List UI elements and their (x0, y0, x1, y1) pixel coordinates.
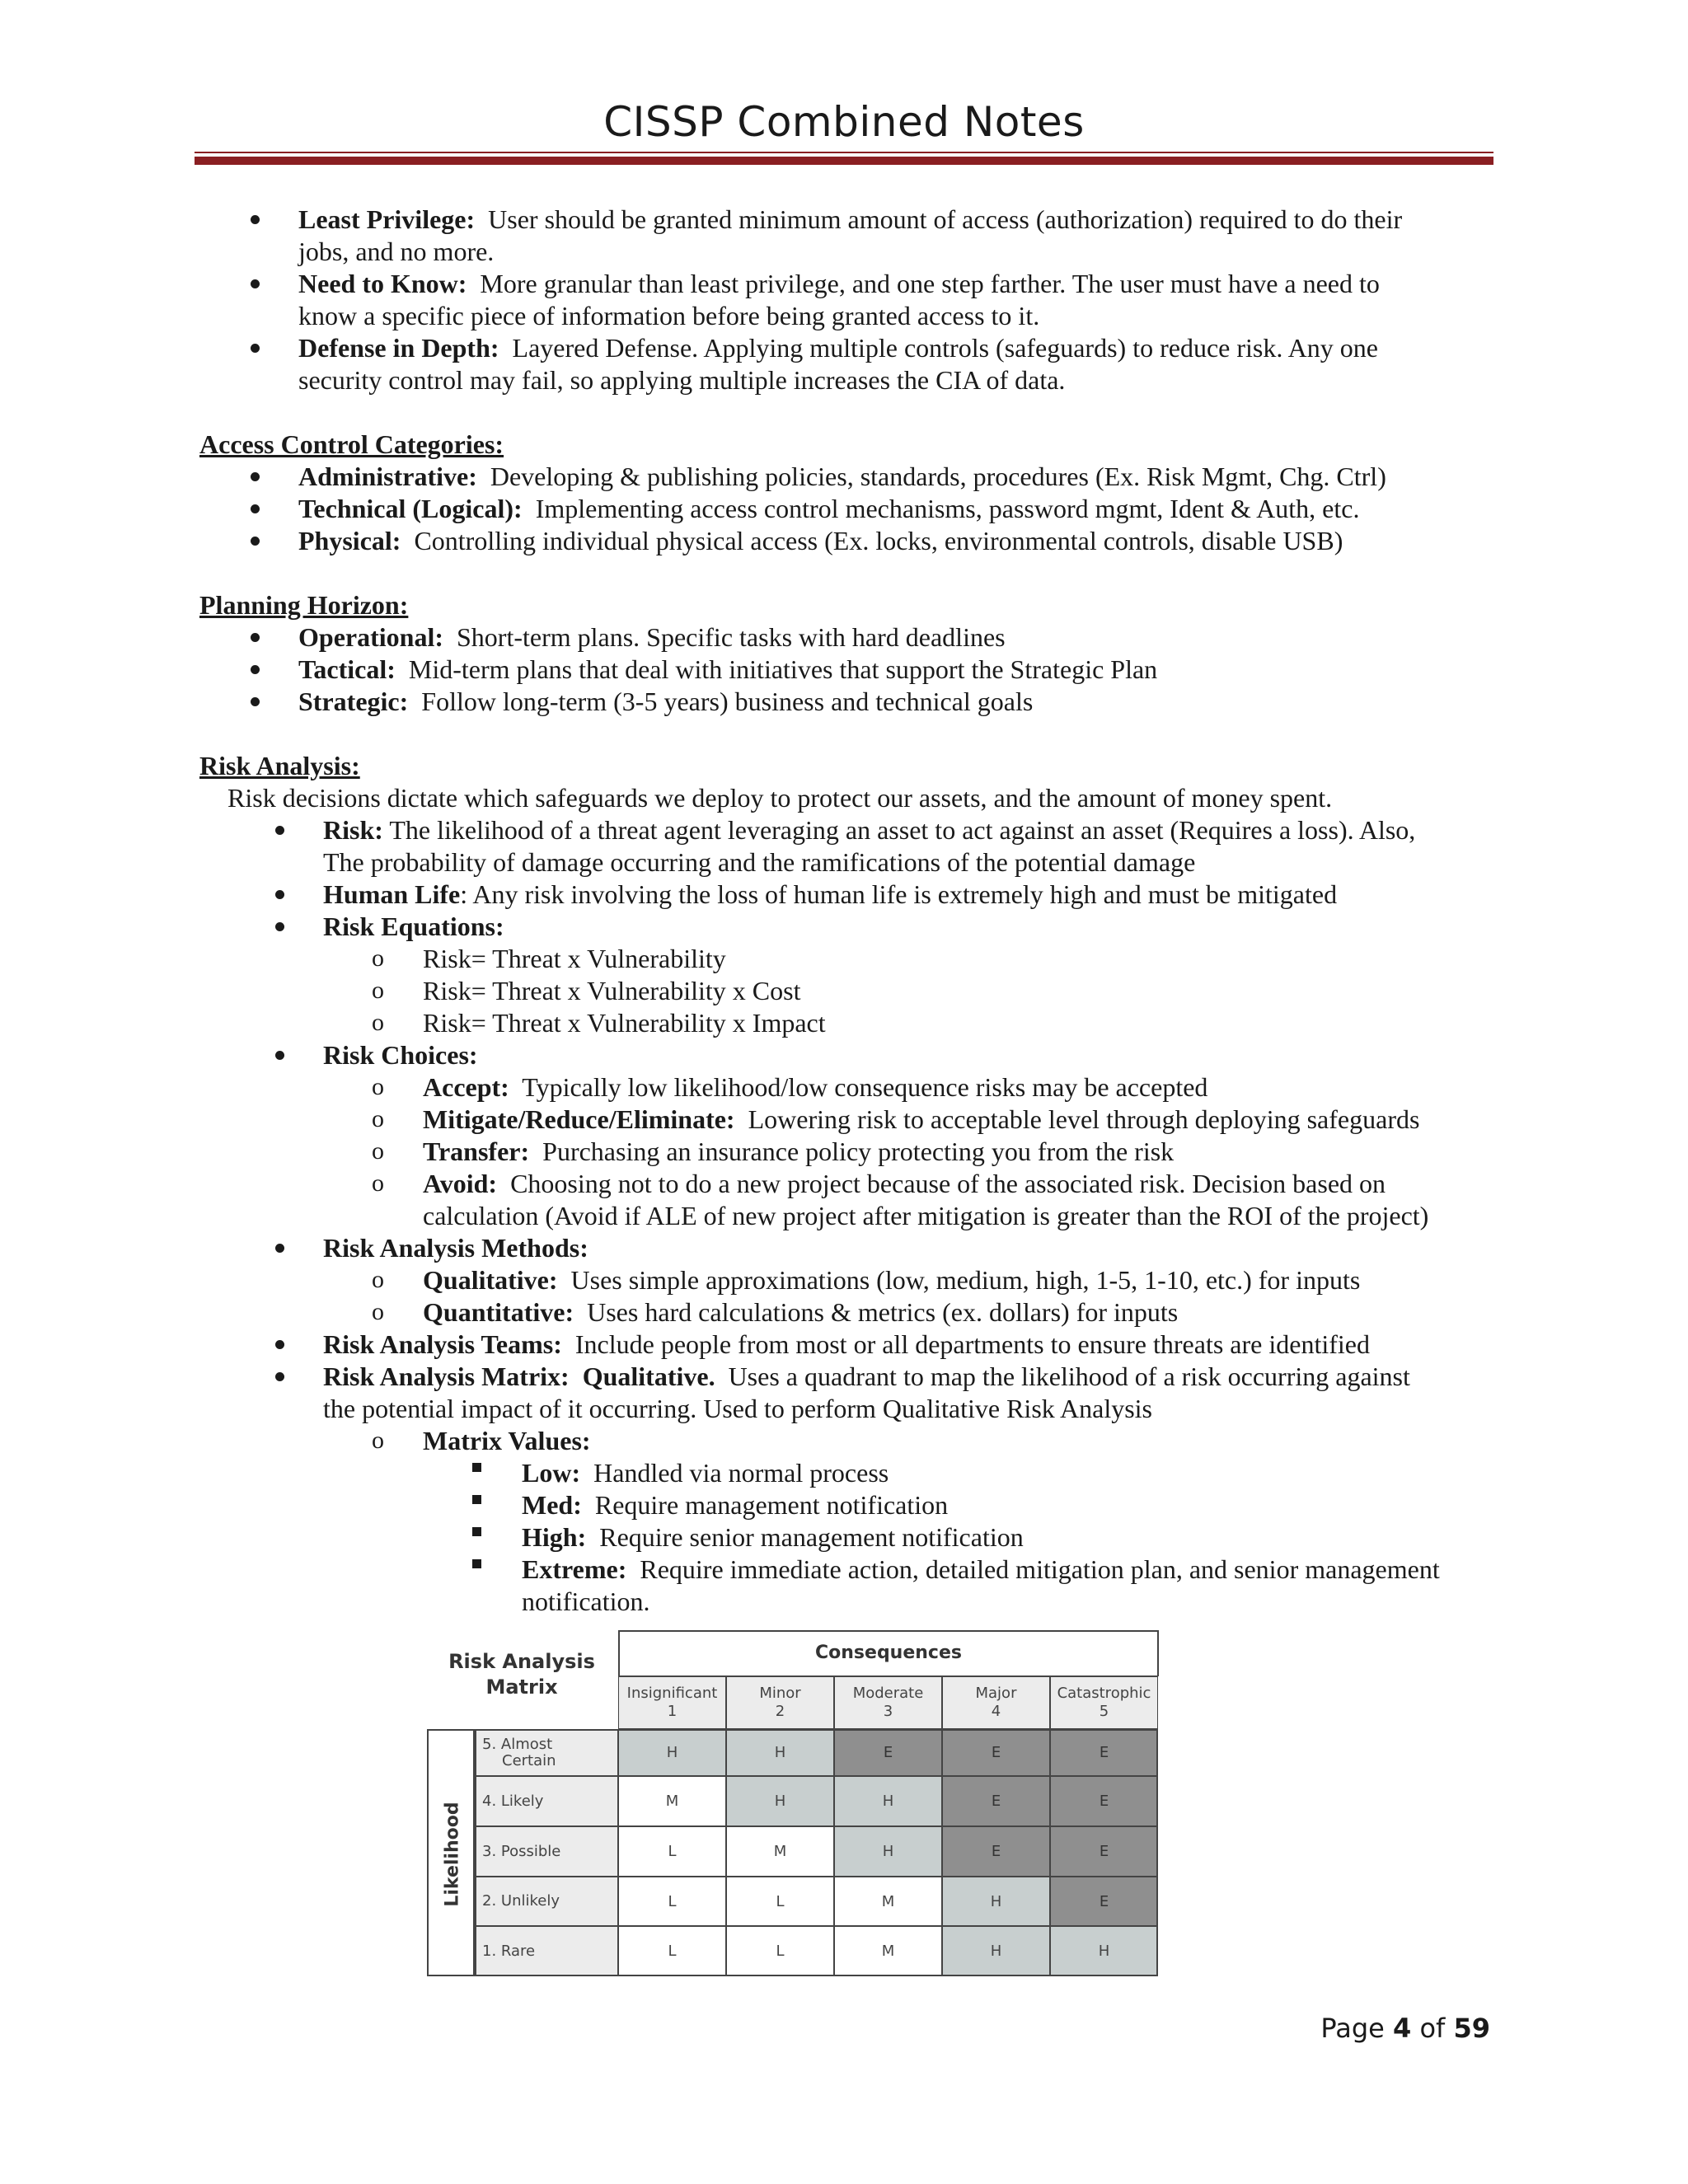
text: security control may fail, so applying multiple increases the CIA of data. (298, 365, 1066, 395)
total-pages: 59 (1453, 2013, 1490, 2044)
matrix-cell: H (726, 1729, 834, 1776)
choice-item (372, 1071, 1486, 1104)
matrix-cell: H (1050, 1926, 1158, 1976)
matrix-cell: E (1050, 1776, 1158, 1826)
method-item (372, 1264, 1486, 1296)
text: know a specific piece of information before being granted access to it. (298, 301, 1040, 330)
square-bullet-icon (472, 1495, 481, 1504)
bullet-dot (275, 1340, 284, 1349)
circle-bullet-icon: o (372, 1105, 384, 1132)
term: Med: (522, 1490, 582, 1520)
current-page: 4 (1393, 2013, 1412, 2044)
text: Mid-term plans that deal with initiatives that support the Strategic Plan (408, 654, 1158, 684)
text: The probability of damage occurring and the ramifications of the potential damage (323, 847, 1196, 877)
matrix-cell: E (942, 1826, 1050, 1877)
text: Controlling individual physical access (Ex. locks, environmental controls, disable USB) (414, 526, 1343, 555)
text: Uses a quadrant to map the likelihood of a risk occurring against (728, 1361, 1410, 1391)
bullet-risk-choices (323, 1039, 1477, 1071)
likelihood-row-label (475, 1729, 618, 1776)
equation-item (372, 943, 1486, 975)
text: Risk= Threat x Vulnerability (423, 944, 726, 973)
equation-item (372, 975, 1486, 1007)
circle-bullet-icon: o (372, 1298, 384, 1325)
likelihood-row-label (475, 1926, 618, 1976)
circle-bullet-icon: o (372, 1009, 384, 1036)
consequence-column-header (726, 1676, 834, 1729)
equation-item (372, 1007, 1486, 1039)
term: Risk Analysis Matrix: (323, 1361, 570, 1391)
circle-bullet-icon: o (372, 977, 384, 1004)
matrix-title-line: Matrix (485, 1675, 558, 1699)
circle-bullet-icon: o (372, 944, 384, 972)
text: Require immediate action, detailed mitigation plan, and senior management (640, 1554, 1440, 1584)
bullet-dot (251, 697, 260, 706)
text: Uses simple approximations (low, medium, high, 1-5, 1-10, etc.) for inputs (570, 1265, 1361, 1295)
matrix-value-extreme (522, 1554, 1494, 1618)
term: Technical (Logical): (298, 494, 523, 523)
risk-analysis-matrix (427, 1629, 1159, 1976)
matrix-value-med (522, 1489, 1494, 1521)
matrix-cell: H (942, 1877, 1050, 1926)
term: Risk Analysis Teams: (323, 1329, 562, 1359)
term: Physical: (298, 526, 401, 555)
bullet-dot (251, 633, 260, 642)
bullet-dot (251, 279, 260, 288)
matrix-cell: L (726, 1877, 834, 1926)
bullet-risk-analysis-teams (323, 1329, 1477, 1361)
bullet-dot (275, 922, 284, 931)
square-bullet-icon (472, 1559, 481, 1568)
matrix-cell: L (618, 1877, 726, 1926)
term: Need to Know: (298, 269, 467, 298)
column-number: 5 (1099, 1703, 1109, 1720)
matrix-cell: E (1050, 1729, 1158, 1776)
bullet-strategic (298, 686, 1469, 718)
row-label-text: 2. Unlikely (482, 1892, 560, 1910)
matrix-cell: L (726, 1926, 834, 1976)
text: Short-term plans. Specific tasks with hard deadlines (456, 622, 1006, 652)
bullet-human-life (323, 879, 1477, 911)
header-divider-thick (195, 157, 1493, 165)
term: Human Life (323, 879, 461, 909)
square-bullet-icon (472, 1527, 481, 1536)
matrix-cell: E (1050, 1826, 1158, 1877)
choice-item (372, 1136, 1486, 1168)
page-prefix: Page (1320, 2013, 1394, 2044)
matrix-cell: H (942, 1926, 1050, 1976)
circle-bullet-icon: o (372, 1137, 384, 1165)
section-heading-access-control: Access Control Categories: (199, 429, 504, 459)
likelihood-row-label (475, 1877, 618, 1926)
likelihood-row-label (475, 1776, 618, 1826)
consequence-column-header (942, 1676, 1050, 1729)
term: Transfer: (423, 1137, 530, 1166)
term: Administrative: (298, 462, 477, 491)
bullet-dot (275, 1051, 284, 1060)
term: Matrix Values: (423, 1426, 591, 1455)
text: jobs, and no more. (298, 237, 495, 266)
term: Risk Choices: (323, 1040, 478, 1070)
bullet-dot (251, 537, 260, 546)
text: Risk= Threat x Vulnerability x Impact (423, 1008, 826, 1038)
header-divider-thin (195, 152, 1493, 153)
bullet-dot (251, 665, 260, 674)
term: Risk: (323, 815, 383, 845)
section-heading-planning-horizon: Planning Horizon: (199, 590, 409, 620)
matrix-cell: E (942, 1776, 1050, 1826)
text: Developing & publishing policies, standards, procedures (Ex. Risk Mgmt, Chg. Ctrl) (490, 462, 1386, 491)
text: calculation (Avoid if ALE of new project after mitigation is greater than the ROI of the project) (423, 1201, 1429, 1230)
risk-analysis-intro: Risk decisions dictate which safeguards we deploy to protect our assets, and the amount of money spent. (227, 783, 1333, 813)
matrix-cell: M (834, 1926, 942, 1976)
section-heading-risk-analysis: Risk Analysis: (199, 751, 360, 780)
bullet-dot (275, 890, 284, 899)
text: Implementing access control mechanisms, password mgmt, Ident & Auth, etc. (535, 494, 1360, 523)
page-header-title: CISSP Combined Notes (603, 98, 1085, 146)
term: Qualitative: (423, 1265, 558, 1295)
bullet-dot (251, 215, 260, 224)
text: Include people from most or all departments to ensure threats are identified (574, 1329, 1370, 1359)
column-name: Minor (759, 1685, 801, 1702)
bullet-dot (251, 344, 260, 353)
text: Risk= Threat x Vulnerability x Cost (423, 976, 801, 1005)
circle-bullet-icon: o (372, 1266, 384, 1293)
term: Quantitative: (423, 1297, 574, 1327)
row-label-text: Certain (502, 1751, 556, 1769)
text: Require management notification (594, 1490, 949, 1520)
bullet-tactical (298, 654, 1469, 686)
consequence-column-header (1050, 1676, 1158, 1729)
matrix-title (427, 1649, 617, 1700)
circle-bullet-icon: o (372, 1169, 384, 1197)
term: Avoid: (423, 1169, 498, 1198)
matrix-cell: H (618, 1729, 726, 1776)
text: More granular than least privilege, and one step farther. The user must have a need to (480, 269, 1380, 298)
matrix-cell: M (618, 1776, 726, 1826)
consequences-header: Consequences (618, 1630, 1159, 1676)
row-label-text: 4. Likely (482, 1792, 544, 1810)
matrix-cell: H (834, 1776, 942, 1826)
text: : Any risk involving the loss of human life is extremely high and must be mitigated (460, 879, 1338, 909)
term: Accept: (423, 1072, 509, 1102)
term: Least Privilege: (298, 204, 476, 234)
text: User should be granted minimum amount of access (authorization) required to do their (488, 204, 1403, 234)
document-body (0, 204, 1688, 1618)
matrix-cell: L (618, 1826, 726, 1877)
bullet-defense-in-depth (298, 332, 1469, 396)
matrix-cell: L (618, 1926, 726, 1976)
text: Layered Defense. Applying multiple controls (safeguards) to reduce risk. Any one (512, 333, 1378, 363)
bullet-risk (323, 814, 1477, 879)
bullet-dot (275, 826, 284, 835)
text: Require senior management notification (599, 1522, 1024, 1552)
bullet-dot (251, 472, 260, 481)
matrix-cell: E (834, 1729, 942, 1776)
bullet-least-privilege (298, 204, 1469, 268)
text: The likelihood of a threat agent leveraging an asset to act against an asset (Requires a loss). Also, (389, 815, 1416, 845)
choice-item (372, 1168, 1486, 1232)
likelihood-label: Likelihood (442, 1802, 463, 1907)
page-number (1320, 2013, 1490, 2045)
square-bullet-icon (472, 1463, 481, 1472)
column-number: 1 (667, 1703, 678, 1720)
choice-item (372, 1104, 1486, 1136)
bullet-physical (298, 525, 1469, 557)
text: Choosing not to do a new project because of the associated risk. Decision based on (510, 1169, 1386, 1198)
term: Mitigate/Reduce/Eliminate: (423, 1104, 735, 1134)
term: High: (522, 1522, 587, 1552)
likelihood-row-label (475, 1826, 618, 1877)
bullet-risk-analysis-methods (323, 1232, 1477, 1264)
bullet-dot (275, 1244, 284, 1253)
column-number: 2 (775, 1703, 785, 1720)
consequence-column-header (618, 1676, 726, 1729)
row-label-text: 3. Possible (482, 1842, 561, 1860)
matrix-value-low (522, 1457, 1494, 1489)
text: Uses hard calculations & metrics (ex. dollars) for inputs (587, 1297, 1179, 1327)
matrix-cell: M (834, 1877, 942, 1926)
text: Handled via normal process (593, 1458, 889, 1488)
bullet-risk-equations (323, 911, 1477, 943)
page-of: of (1411, 2013, 1454, 2044)
bullet-dot (275, 1372, 284, 1381)
matrix-cell: H (726, 1776, 834, 1826)
method-item (372, 1296, 1486, 1329)
bullet-administrative (298, 461, 1469, 493)
likelihood-axis (427, 1729, 475, 1976)
term: Strategic: (298, 687, 409, 716)
circle-bullet-icon: o (372, 1427, 384, 1454)
column-name: Major (975, 1685, 1017, 1702)
text: notification. (522, 1586, 650, 1616)
text: Purchasing an insurance policy protecting you from the risk (542, 1137, 1175, 1166)
term: Risk Equations: (323, 912, 504, 941)
column-name: Moderate (852, 1685, 924, 1702)
term: Operational: (298, 622, 443, 652)
matrix-cell: E (1050, 1877, 1158, 1926)
text: the potential impact of it occurring. Used to perform Qualitative Risk Analysis (323, 1394, 1152, 1423)
text: Follow long-term (3-5 years) business and technical goals (421, 687, 1034, 716)
matrix-cell: H (834, 1826, 942, 1877)
term: Extreme: (522, 1554, 627, 1584)
bullet-operational (298, 621, 1469, 654)
row-label-text: 5. Almost (482, 1735, 553, 1753)
text: Typically low likelihood/low consequence risks may be accepted (522, 1072, 1208, 1102)
term: Qualitative. (582, 1361, 715, 1391)
matrix-title-line: Risk Analysis (448, 1650, 595, 1673)
matrix-values-item (372, 1425, 1486, 1457)
bullet-technical (298, 493, 1469, 525)
column-number: 4 (991, 1703, 1001, 1720)
consequence-column-header (834, 1676, 942, 1729)
column-name: Insignificant (626, 1685, 718, 1702)
bullet-dot (251, 504, 260, 513)
term: Risk Analysis Methods: (323, 1233, 588, 1263)
matrix-value-high (522, 1521, 1494, 1554)
bullet-risk-analysis-matrix (323, 1361, 1477, 1425)
row-label-text: 1. Rare (482, 1942, 536, 1960)
term: Tactical: (298, 654, 396, 684)
term: Low: (522, 1458, 581, 1488)
column-name: Catastrophic (1057, 1685, 1151, 1702)
column-number: 3 (883, 1703, 893, 1720)
bullet-need-to-know (298, 268, 1469, 332)
term: Defense in Depth: (298, 333, 499, 363)
matrix-cell: E (942, 1729, 1050, 1776)
matrix-cell: M (726, 1826, 834, 1877)
circle-bullet-icon: o (372, 1073, 384, 1100)
text: Lowering risk to acceptable level through deploying safeguards (748, 1104, 1420, 1134)
